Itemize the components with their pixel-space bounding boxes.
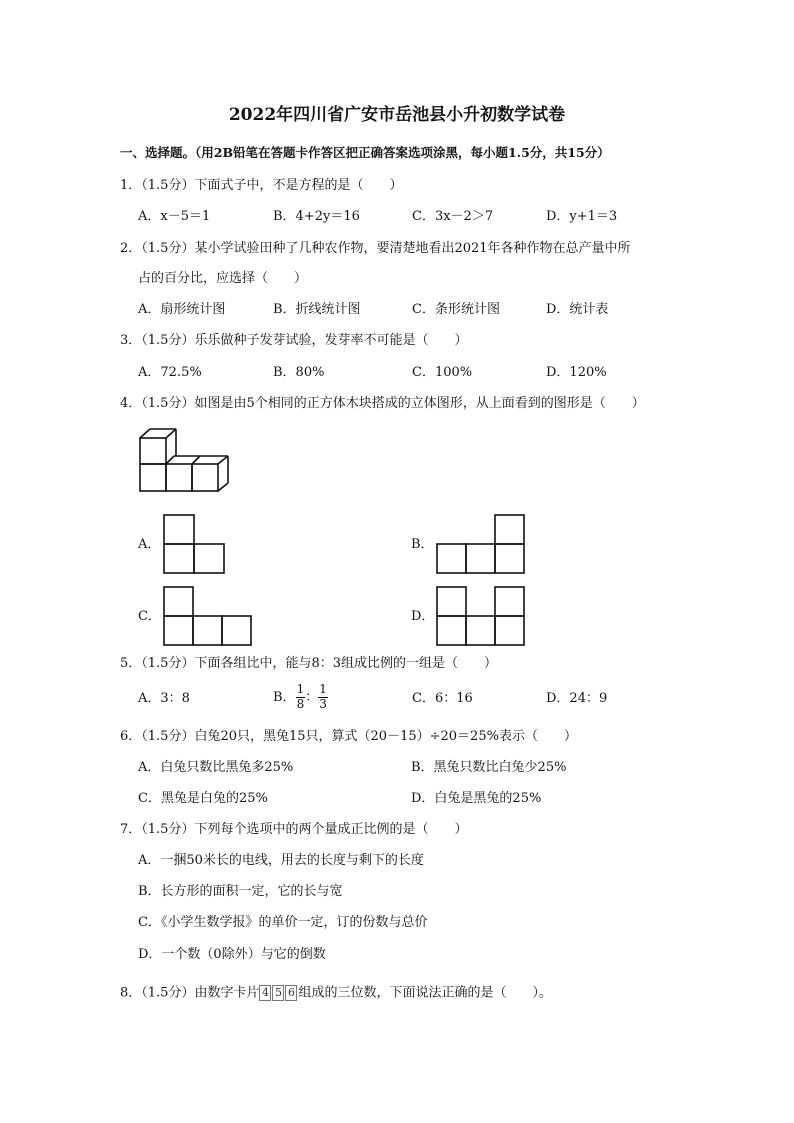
q5-option-b <box>273 683 328 712</box>
page-title: 2022年四川省广安市岳池县小升初数学试卷 <box>228 105 566 125</box>
q5-fraction-1: $\frac{1}{8}$ <box>296 682 305 711</box>
question-2-stem-line2: 占的百分比，应选择（ ） <box>138 271 308 286</box>
digit-card-4: 4 <box>259 985 271 1001</box>
q5-option-b-letter: B． <box>273 689 296 705</box>
q1-option-d: D．y+1＝3 <box>546 209 618 224</box>
q7-option-c: C．《小学生数学报》的单价一定，订的份数与总价 <box>138 915 428 930</box>
q4-option-b: B． <box>411 537 434 552</box>
q3-option-b: B．80% <box>273 365 325 380</box>
question-6-stem: 6．（1.5分）白兔20只，黑兔15只，算式（20－15）÷20＝25%表示（ ） <box>120 729 577 744</box>
q7-option-b: B．长方形的面积一定，它的长与宽 <box>138 884 343 899</box>
q1-option-a: A．x－5＝1 <box>138 209 211 224</box>
q6-option-d: D．白兔是黑兔的25% <box>411 791 542 806</box>
question-4-stem: 4．（1.5分）如图是由5个相同的正方体木块搭成的立体图形，从上面看到的图形是（ ） <box>120 396 645 411</box>
q1-option-b: B．4+2y＝16 <box>273 209 360 224</box>
q4-option-d-figure <box>435 585 531 647</box>
q4-option-a-figure <box>162 513 228 575</box>
q8-stem-suffix: 组成的三位数，下面说法正确的是（ ）。 <box>298 985 552 1001</box>
q4-option-b-figure <box>435 513 527 575</box>
q5-fraction-2: $\frac{1}{3}$ <box>319 682 327 711</box>
q5-option-c: C．6：16 <box>412 691 473 706</box>
question-7-stem: 7．（1.5分）下列每个选项中的两个量成正比例的是（ ） <box>120 822 468 837</box>
q4-option-c: C． <box>138 609 161 624</box>
q3-option-d: D．120% <box>546 365 607 380</box>
q2-option-d: D．统计表 <box>546 302 609 317</box>
question-2-stem-line1: 2．（1.5分）某小学试验田种了几种农作物，要清楚地看出2021年各种作物在总产量中所 <box>120 241 631 256</box>
q3-option-a: A．72.5% <box>138 365 202 380</box>
q5-option-a: A．3：8 <box>138 691 190 706</box>
q2-option-c: C．条形统计图 <box>412 302 500 317</box>
digit-card-5: 5 <box>272 985 284 1001</box>
digit-card-6: 6 <box>285 985 297 1001</box>
q7-option-d: D．一个数（0除外）与它的倒数 <box>138 947 326 962</box>
q5-option-d: D．24：9 <box>546 691 608 706</box>
q4-option-c-figure <box>162 585 258 647</box>
q6-option-c: C．黑兔是白兔的25% <box>138 791 268 806</box>
question-5-stem: 5．（1.5分）下面各组比中，能与8：3组成比例的一组是（ ） <box>120 656 497 671</box>
cube-stack-figure <box>138 426 238 494</box>
q1-option-c: C．3x－2＞7 <box>412 209 494 224</box>
question-8-stem <box>120 985 552 1001</box>
q3-option-c: C．100% <box>412 365 473 380</box>
q2-option-b: B．折线统计图 <box>273 302 361 317</box>
q4-option-d: D． <box>411 609 435 624</box>
q8-stem-prefix: 8．（1.5分）由数字卡片 <box>120 985 260 1001</box>
q4-option-a: A． <box>138 537 161 552</box>
q2-option-a: A．扇形统计图 <box>138 302 226 317</box>
q7-option-a: A．一捆50米长的电线，用去的长度与剩下的长度 <box>138 853 424 868</box>
ratio-colon: ： <box>305 689 319 705</box>
question-1-stem: 1．（1.5分）下面式子中，不是方程的是（ ） <box>120 178 403 193</box>
question-3-stem: 3．（1.5分）乐乐做种子发芽试验，发芽率不可能是（ ） <box>120 333 468 348</box>
q6-option-b: B．黑兔只数比白兔少25% <box>411 760 567 775</box>
q6-option-a: A．白兔只数比黑兔多25% <box>138 760 294 775</box>
section-heading: 一、选择题。（用2B铅笔在答题卡作答区把正确答案选项涂黑，每小题1.5分，共15分） <box>120 145 610 160</box>
